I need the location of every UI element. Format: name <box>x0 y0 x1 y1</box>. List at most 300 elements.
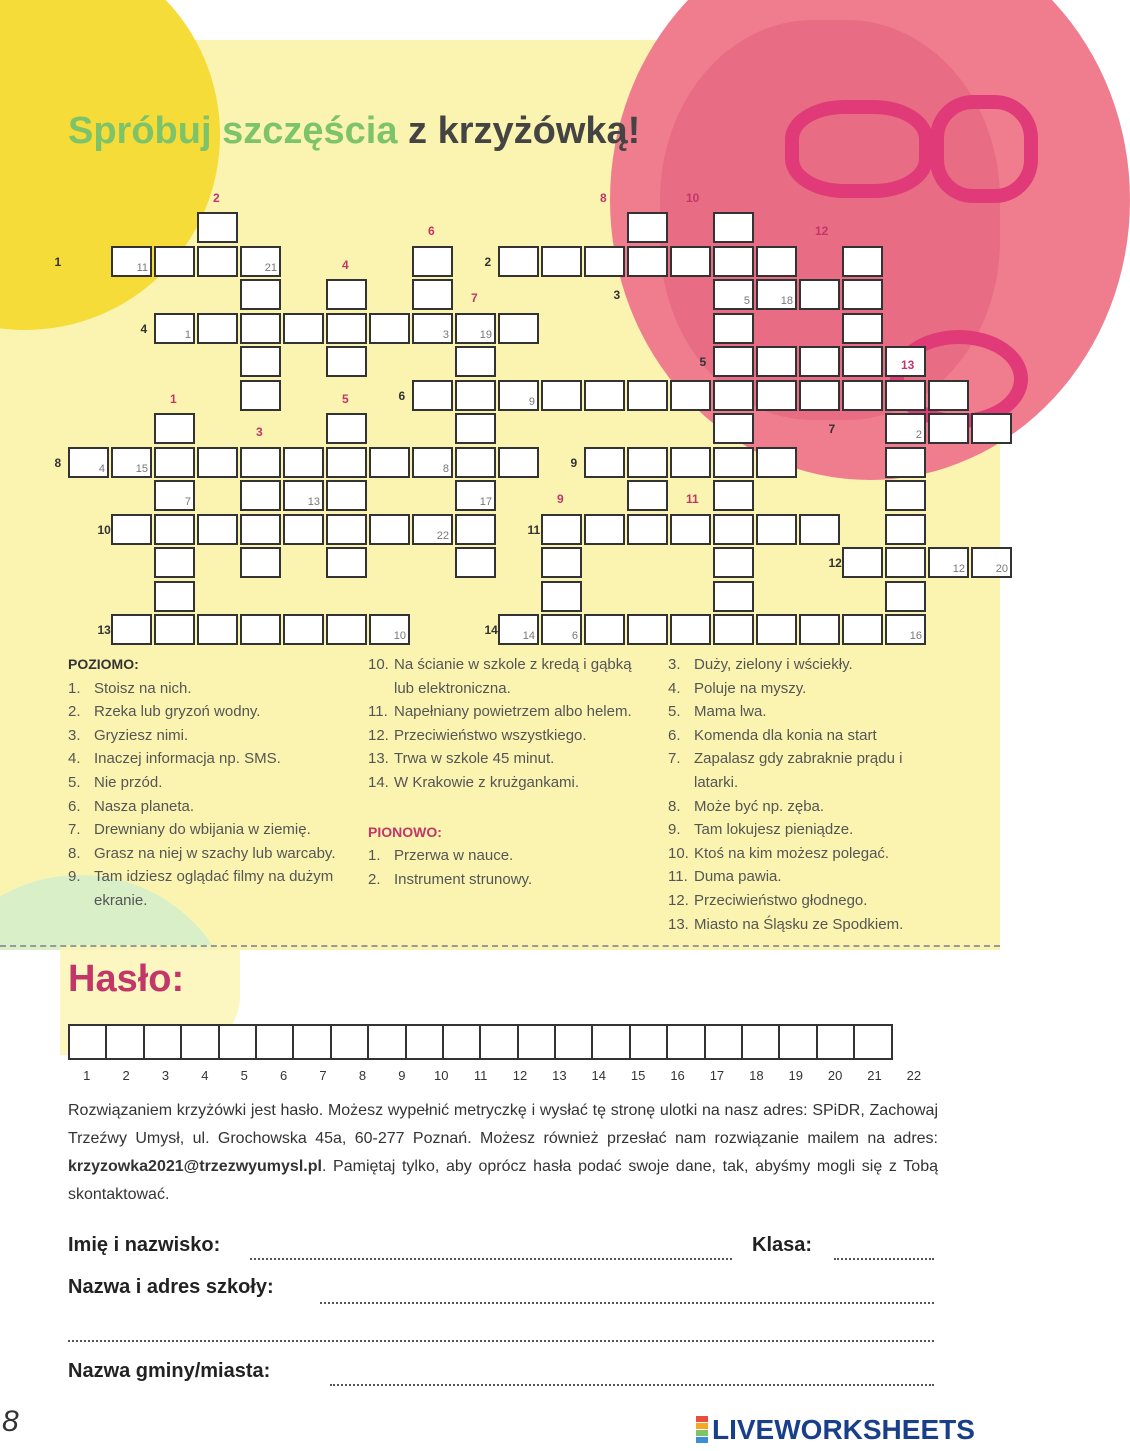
crossword-cell[interactable] <box>842 380 883 411</box>
clue-item <box>68 842 338 866</box>
answer-cell[interactable] <box>442 1024 481 1060</box>
haslo-title: Hasło: <box>68 958 185 1000</box>
clue-text: Na ścianie w szkole z kredą i gąbką lub elektroniczna. <box>394 656 632 697</box>
clue-text: Stoisz na nich. <box>94 679 192 697</box>
answer-cell-number: 21 <box>867 1068 882 1083</box>
clue-text: Grasz na niej w szachy lub warcaby. <box>94 844 336 862</box>
crossword-cell[interactable] <box>971 413 1012 444</box>
crossword-cell[interactable] <box>240 380 281 411</box>
class-field[interactable] <box>834 1258 934 1260</box>
clue-item <box>668 913 938 937</box>
crossword-cell[interactable] <box>713 279 754 310</box>
crossword-cell[interactable] <box>326 313 367 344</box>
decor-sunglasses-lens <box>785 100 933 198</box>
answer-cell[interactable] <box>778 1024 817 1060</box>
crossword-cell[interactable] <box>885 514 926 545</box>
city-field[interactable] <box>330 1384 934 1386</box>
clue-text: Komenda dla konia na start <box>694 726 877 744</box>
crossword-cell[interactable] <box>670 246 711 277</box>
crossword-cell[interactable] <box>412 246 453 277</box>
clue-item <box>68 677 338 701</box>
crossword-cell[interactable] <box>756 514 797 545</box>
cell-solution-number: 2 <box>915 429 922 441</box>
answer-cell-number: 6 <box>280 1068 288 1083</box>
crossword-cell[interactable] <box>756 279 797 310</box>
crossword-cell[interactable] <box>584 514 625 545</box>
crossword-cell[interactable] <box>885 581 926 612</box>
crossword-cell[interactable] <box>713 447 754 478</box>
clue-item <box>68 818 338 842</box>
decor-sunglasses-lens <box>930 95 1038 203</box>
clue-text: Napełniany powietrzem albo helem. <box>394 703 632 721</box>
school-field[interactable] <box>320 1302 934 1304</box>
crossword-cell[interactable] <box>197 313 238 344</box>
crossword-cell[interactable] <box>842 614 883 645</box>
clue-number: 8. <box>68 844 81 862</box>
crossword-cell[interactable] <box>111 246 152 277</box>
answer-cell-number: 8 <box>358 1068 367 1083</box>
crossword-cell[interactable] <box>412 313 453 344</box>
crossword-cell[interactable] <box>197 212 238 243</box>
crossword-cell[interactable] <box>154 514 195 545</box>
crossword-cell[interactable] <box>455 447 496 478</box>
clue-label-horizontal: 6 <box>398 388 406 403</box>
crossword-cell[interactable] <box>928 413 969 444</box>
clue-label-horizontal: 9 <box>570 455 578 470</box>
name-field[interactable] <box>250 1258 732 1260</box>
clue-label-horizontal: 13 <box>97 623 111 637</box>
cell-solution-number: 1 <box>184 328 191 341</box>
clue-list-pionowo-cont <box>668 653 938 936</box>
answer-cell-number: 12 <box>512 1068 528 1083</box>
clue-number: 6. <box>68 797 81 815</box>
crossword-cell[interactable] <box>627 447 668 478</box>
clue-number: 7. <box>668 750 681 768</box>
crossword-cell[interactable] <box>326 279 367 310</box>
answer-cell[interactable] <box>143 1024 182 1060</box>
crossword-cell[interactable] <box>713 313 754 344</box>
crossword-cell[interactable] <box>197 514 238 545</box>
answer-cell[interactable] <box>517 1024 556 1060</box>
crossword-cell[interactable] <box>283 447 324 478</box>
crossword-cell[interactable] <box>842 313 883 344</box>
crossword-cell[interactable] <box>412 380 453 411</box>
answer-cell[interactable] <box>330 1024 369 1060</box>
crossword-cell[interactable] <box>885 480 926 511</box>
cut-line <box>0 945 1000 947</box>
answer-cell-number: 9 <box>398 1068 406 1083</box>
cell-solution-number: 12 <box>952 563 965 575</box>
answer-cell[interactable] <box>666 1024 705 1060</box>
clue-text: Ktoś na kim możesz polegać. <box>694 844 890 862</box>
answer-cell[interactable] <box>554 1024 593 1060</box>
clue-number: 9. <box>668 821 681 839</box>
crossword-cell[interactable] <box>369 313 410 344</box>
cell-solution-number: 7 <box>184 496 191 508</box>
crossword-cell[interactable] <box>498 447 539 478</box>
crossword-cell[interactable] <box>756 346 797 377</box>
clue-text: Duma pawia. <box>694 868 782 886</box>
cell-solution-number: 5 <box>743 295 750 307</box>
crossword-cell[interactable] <box>455 380 496 411</box>
clue-label-vertical: 3 <box>256 425 263 439</box>
clue-item <box>668 747 938 794</box>
crossword-cell[interactable] <box>885 413 926 444</box>
clue-text: Przerwa w nauce. <box>394 847 514 865</box>
crossword-cell[interactable] <box>154 313 195 344</box>
clue-number: 11. <box>368 703 388 721</box>
clue-item <box>668 889 938 913</box>
clue-text: Przeciwieństwo wszystkiego. <box>394 726 587 744</box>
crossword-cell[interactable] <box>240 246 281 277</box>
crossword-cell[interactable] <box>799 614 840 645</box>
clue-item <box>668 842 938 866</box>
clue-text: Rzeka lub gryzoń wodny. <box>94 703 261 721</box>
clue-text: Nasza planeta. <box>94 797 195 815</box>
crossword-cell[interactable] <box>713 212 754 243</box>
clue-text: Instrument strunowy. <box>394 870 533 888</box>
crossword-cell[interactable] <box>713 480 754 511</box>
answer-cell[interactable] <box>853 1024 892 1060</box>
crossword-cell[interactable] <box>713 614 754 645</box>
crossword-cell[interactable] <box>670 614 711 645</box>
crossword-cell[interactable] <box>541 547 582 578</box>
crossword-cell[interactable] <box>799 346 840 377</box>
clue-label-horizontal: 5 <box>699 355 707 369</box>
crossword-cell[interactable] <box>756 380 797 411</box>
clue-item <box>68 865 338 912</box>
crossword-cell[interactable] <box>498 246 539 277</box>
crossword-cell[interactable] <box>756 246 797 277</box>
cell-solution-number: 13 <box>307 496 320 508</box>
clue-text: Drewniany do wbijania w ziemię. <box>94 821 311 839</box>
cell-solution-number: 16 <box>909 630 922 642</box>
crossword-cell[interactable] <box>326 480 367 511</box>
crossword-cell[interactable] <box>541 246 582 277</box>
crossword-cell[interactable] <box>240 313 281 344</box>
crossword-cell[interactable] <box>670 514 711 545</box>
clue-item <box>668 700 938 724</box>
crossword-cell[interactable] <box>627 246 668 277</box>
clue-item <box>668 795 938 819</box>
crossword-cell[interactable] <box>111 614 152 645</box>
crossword-cell[interactable] <box>627 212 668 243</box>
clue-text: Tam lokujesz pieniądze. <box>694 821 854 839</box>
answer-cell[interactable] <box>629 1024 668 1060</box>
crossword-cell[interactable] <box>240 614 281 645</box>
crossword-cell[interactable] <box>326 614 367 645</box>
crossword-cell[interactable] <box>455 547 496 578</box>
answer-cell[interactable] <box>292 1024 331 1060</box>
crossword-cell[interactable] <box>240 514 281 545</box>
crossword-cell[interactable] <box>154 246 195 277</box>
clue-text: Miasto na Śląsku ze Spodkiem. <box>694 915 904 933</box>
name-label: Imię i nazwisko: <box>68 1234 221 1256</box>
crossword-cell[interactable] <box>455 514 496 545</box>
crossword-cell[interactable] <box>756 447 797 478</box>
answer-cell[interactable] <box>405 1024 444 1060</box>
clue-label-vertical: 9 <box>557 492 564 506</box>
crossword-cell[interactable] <box>498 380 539 411</box>
clue-label-horizontal: 11 <box>527 522 541 537</box>
answer-cell-number: 15 <box>630 1068 646 1083</box>
clue-label-horizontal: 8 <box>54 455 62 470</box>
crossword-cell[interactable] <box>713 413 754 444</box>
cell-solution-number: 10 <box>393 630 406 642</box>
clue-item <box>68 795 338 819</box>
clue-number: 1. <box>368 847 381 865</box>
crossword-cell[interactable] <box>885 614 926 645</box>
poziomo-heading: POZIOMO: <box>68 656 139 672</box>
clue-list-pionowo <box>368 844 640 891</box>
clue-text: Przeciwieństwo głodnego. <box>694 891 868 909</box>
answer-cell[interactable] <box>741 1024 780 1060</box>
crossword-cell[interactable] <box>670 380 711 411</box>
crossword-cell[interactable] <box>283 514 324 545</box>
crossword-cell[interactable] <box>670 447 711 478</box>
answer-cell[interactable] <box>68 1024 107 1060</box>
clue-item <box>668 724 938 748</box>
crossword-cell[interactable] <box>154 614 195 645</box>
crossword-cell[interactable] <box>885 547 926 578</box>
crossword-cell[interactable] <box>756 614 797 645</box>
crossword-cell[interactable] <box>455 346 496 377</box>
crossword-cell[interactable] <box>326 413 367 444</box>
clue-label-vertical: 12 <box>815 224 829 238</box>
crossword-cell[interactable] <box>412 447 453 478</box>
answer-cell[interactable] <box>816 1024 855 1060</box>
crossword-cell[interactable] <box>713 346 754 377</box>
crossword-cell[interactable] <box>369 614 410 645</box>
crossword-cell[interactable] <box>928 380 969 411</box>
answer-cell-number: 7 <box>319 1068 327 1083</box>
clue-label-vertical: 1 <box>170 391 177 406</box>
answer-cell-number: 20 <box>827 1068 843 1083</box>
clue-item <box>68 771 338 795</box>
answer-cell-number: 14 <box>591 1068 606 1083</box>
crossword-cell[interactable] <box>842 346 883 377</box>
crossword-cell[interactable] <box>369 447 410 478</box>
clue-label-horizontal: 10 <box>97 522 111 537</box>
clue-item <box>668 818 938 842</box>
cell-solution-number: 11 <box>136 261 148 274</box>
crossword-cell[interactable] <box>240 547 281 578</box>
crossword-cell[interactable] <box>584 614 625 645</box>
crossword-cell[interactable] <box>326 447 367 478</box>
crossword-cell[interactable] <box>154 581 195 612</box>
crossword-cell[interactable] <box>455 313 496 344</box>
clue-number: 8. <box>668 797 681 815</box>
crossword-cell[interactable] <box>240 447 281 478</box>
clue-text: Tam idziesz oglądać filmy na dużym ekranie. <box>94 868 334 909</box>
crossword-cell[interactable] <box>541 514 582 545</box>
crossword-cell[interactable] <box>455 480 496 511</box>
crossword-cell[interactable] <box>326 514 367 545</box>
clue-number: 2. <box>68 703 81 721</box>
crossword-cell[interactable] <box>885 447 926 478</box>
crossword-cell[interactable] <box>240 279 281 310</box>
crossword-cell[interactable] <box>283 480 324 511</box>
crossword-cell[interactable] <box>713 547 754 578</box>
crossword-cell[interactable] <box>197 614 238 645</box>
crossword-cell[interactable] <box>627 380 668 411</box>
crossword-cell[interactable] <box>154 447 195 478</box>
cell-solution-number: 3 <box>442 328 449 341</box>
crossword-cell[interactable] <box>111 514 152 545</box>
crossword-cell[interactable] <box>842 246 883 277</box>
cell-solution-number: 21 <box>264 261 277 274</box>
cell-solution-number: 14 <box>522 630 535 642</box>
crossword-cell[interactable] <box>326 346 367 377</box>
clue-number: 11. <box>668 868 688 886</box>
clue-list-poziomo-cont <box>368 653 640 795</box>
school-field-line2[interactable] <box>68 1340 934 1342</box>
clue-text: Gryziesz nimi. <box>94 726 189 744</box>
crossword-cell[interactable] <box>799 380 840 411</box>
answer-cell[interactable] <box>255 1024 294 1060</box>
crossword-cell[interactable] <box>971 547 1012 578</box>
crossword-cell[interactable] <box>584 380 625 411</box>
instructions-part2: . Pamiętaj tylko, aby oprócz hasła podać swoje dane, tak, abyśmy mogli się z Tobą skontaktować. <box>68 1158 938 1203</box>
crossword-cell[interactable] <box>154 547 195 578</box>
crossword-cell[interactable] <box>455 413 496 444</box>
clue-number: 12. <box>368 726 389 744</box>
clue-number: 13. <box>368 750 389 768</box>
crossword-cell[interactable] <box>713 581 754 612</box>
clue-label-vertical: 4 <box>342 257 349 272</box>
answer-cell-number: 18 <box>749 1068 764 1083</box>
instructions-text <box>68 1097 938 1209</box>
clue-list-poziomo <box>68 677 338 913</box>
crossword-cell[interactable] <box>928 547 969 578</box>
crossword-cell[interactable] <box>240 346 281 377</box>
crossword-cell[interactable] <box>68 447 109 478</box>
crossword-cell[interactable] <box>584 246 625 277</box>
crossword-cell[interactable] <box>283 614 324 645</box>
crossword-cell[interactable] <box>541 614 582 645</box>
crossword-cell[interactable] <box>154 413 195 444</box>
crossword-cell[interactable] <box>498 614 539 645</box>
clue-text: Mama lwa. <box>694 703 767 721</box>
clue-item <box>368 747 640 771</box>
crossword-cell[interactable] <box>885 380 926 411</box>
class-label: Klasa: <box>752 1234 813 1256</box>
crossword-cell[interactable] <box>412 514 453 545</box>
answer-cell-number: 11 <box>473 1068 488 1083</box>
crossword-cell[interactable] <box>627 480 668 511</box>
crossword-cell[interactable] <box>584 447 625 478</box>
cell-solution-number: 4 <box>98 462 105 475</box>
clue-number: 12. <box>668 891 689 909</box>
crossword-cell[interactable] <box>713 380 754 411</box>
crossword-cell[interactable] <box>541 581 582 612</box>
cell-solution-number: 8 <box>442 462 449 475</box>
clue-label-vertical: 2 <box>213 190 220 205</box>
crossword-cell[interactable] <box>713 514 754 545</box>
cell-solution-number: 6 <box>571 630 578 642</box>
crossword-cell[interactable] <box>541 380 582 411</box>
clue-number: 4. <box>68 750 81 768</box>
clue-item <box>368 771 640 795</box>
crossword-cell[interactable] <box>412 279 453 310</box>
answer-cell-number: 10 <box>433 1068 449 1083</box>
clue-number: 2. <box>368 870 381 888</box>
answer-cell[interactable] <box>704 1024 743 1060</box>
clue-number: 13. <box>668 915 689 933</box>
answer-cell[interactable] <box>218 1024 257 1060</box>
cell-solution-number: 22 <box>436 529 449 542</box>
clue-item <box>668 865 938 889</box>
crossword-cell[interactable] <box>799 514 840 545</box>
crossword-cell[interactable] <box>326 547 367 578</box>
page-number: 8 <box>2 1405 19 1438</box>
clue-number: 14. <box>368 773 389 791</box>
clue-item <box>368 653 640 700</box>
answer-cell[interactable] <box>591 1024 630 1060</box>
clue-label-vertical: 8 <box>600 190 607 205</box>
crossword-cell[interactable] <box>842 547 883 578</box>
clue-label-horizontal: 2 <box>484 254 492 269</box>
clue-item <box>668 653 938 677</box>
crossword-cell[interactable] <box>498 313 539 344</box>
crossword-cell[interactable] <box>369 514 410 545</box>
clue-number: 10. <box>368 656 389 673</box>
clue-item <box>668 677 938 701</box>
answer-cell-number: 19 <box>788 1068 803 1083</box>
clue-label-horizontal: 7 <box>828 422 836 436</box>
answer-cell-number: 5 <box>240 1068 248 1083</box>
crossword-cell[interactable] <box>283 313 324 344</box>
answer-cell-number: 3 <box>161 1068 170 1083</box>
clue-label-vertical: 5 <box>342 391 349 406</box>
clues-column-3 <box>668 653 938 936</box>
crossword-cell[interactable] <box>842 279 883 310</box>
clue-item <box>68 700 338 724</box>
crossword-cell[interactable] <box>799 279 840 310</box>
cell-solution-number: 19 <box>479 328 492 341</box>
clue-text: Nie przód. <box>94 773 163 791</box>
cell-solution-number: 15 <box>135 462 148 475</box>
answer-cell[interactable] <box>479 1024 518 1060</box>
crossword-cell[interactable] <box>197 447 238 478</box>
crossword-cell[interactable] <box>627 614 668 645</box>
cell-solution-number: 18 <box>780 295 793 307</box>
crossword-cell[interactable] <box>627 514 668 545</box>
clue-text: Trwa w szkole 45 minut. <box>394 750 555 768</box>
answer-cell[interactable] <box>105 1024 144 1060</box>
crossword-cell[interactable] <box>240 480 281 511</box>
clue-item <box>368 724 640 748</box>
clue-number: 7. <box>68 821 81 839</box>
school-label: Nazwa i adres szkoły: <box>68 1276 274 1298</box>
clue-number: 3. <box>68 726 81 744</box>
crossword-cell[interactable] <box>197 246 238 277</box>
contact-email[interactable]: krzyzowka2021@trzezwyumysl.pl <box>68 1158 322 1175</box>
clue-number: 9. <box>68 868 81 886</box>
clue-text: Zapalasz gdy zabraknie prądu i latarki. <box>694 750 903 791</box>
answer-cell[interactable] <box>180 1024 219 1060</box>
clue-label-vertical: 10 <box>686 190 700 205</box>
clue-item <box>68 747 338 771</box>
answer-cell[interactable] <box>367 1024 406 1060</box>
crossword-cell[interactable] <box>713 246 754 277</box>
clues-column-2 <box>368 653 640 891</box>
crossword-cell[interactable] <box>154 480 195 511</box>
title-part-green: Spróbuj szczęścia <box>68 110 398 152</box>
clue-number: 1. <box>68 679 81 697</box>
crossword-cell[interactable] <box>111 447 152 478</box>
clue-item <box>368 868 640 892</box>
